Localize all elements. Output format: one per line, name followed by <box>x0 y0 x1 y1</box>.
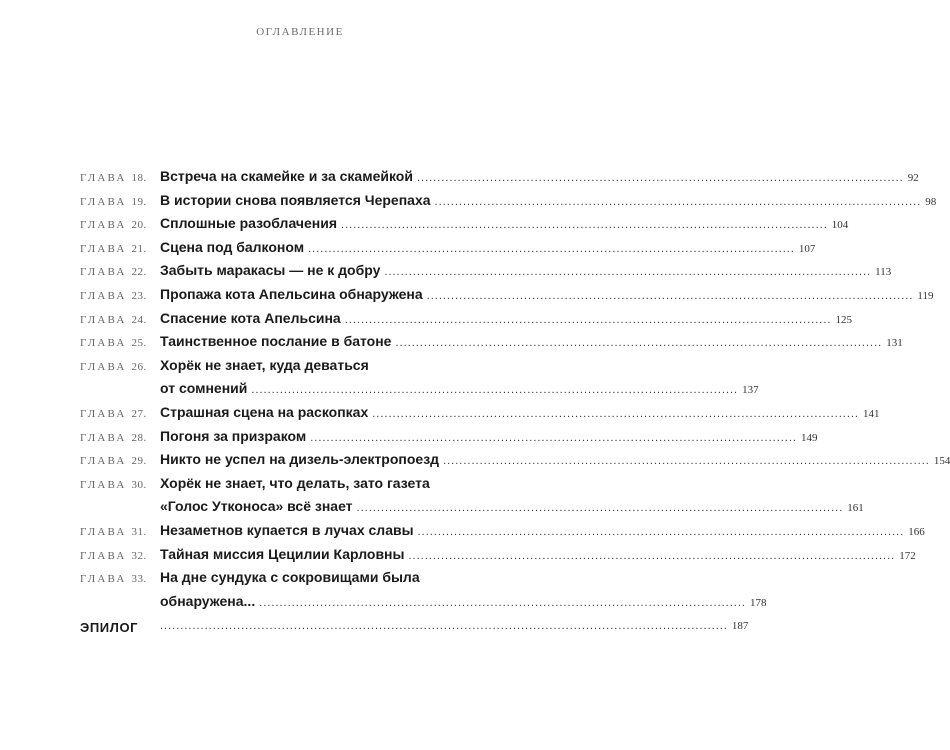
chapter-word: ГЛАВА <box>80 219 132 232</box>
chapter-title-line <box>160 168 919 188</box>
chapter-number: 21. <box>131 242 147 255</box>
chapter-title-line <box>160 191 937 212</box>
chapter-title: Незаметнов купается в лучах славы <box>160 522 414 538</box>
page-number: 154 <box>933 455 950 468</box>
dot-leader: ............................................................................................................................................ <box>160 620 728 633</box>
chapter-word: ГЛАВА <box>80 195 132 208</box>
dot-leader: ........................................................................................................................ <box>344 313 832 326</box>
chapter-title: от сомнений <box>160 380 248 397</box>
chapter-title: Сцена под балконом <box>160 238 305 255</box>
page-number: 125 <box>835 313 852 326</box>
chapter-word: ГЛАВА <box>80 172 132 184</box>
chapter-title-line <box>160 451 950 471</box>
chapter-title: Хорёк не знает, куда деваться <box>160 356 369 373</box>
chapter-number: 30. <box>131 478 147 491</box>
chapter-label <box>80 455 147 467</box>
epilogue-line <box>160 620 749 640</box>
dot-leader: ........................................................................................................................ <box>408 549 896 562</box>
page-number: 178 <box>749 596 767 609</box>
chapter-title: Спасение кота Апельсина <box>160 309 341 326</box>
chapter-title: «Голос Утконоса» всё знает <box>160 498 353 515</box>
chapter-word: ГЛАВА <box>80 242 132 255</box>
dot-leader: ........................................................................................................................ <box>308 242 795 255</box>
chapter-word: ГЛАВА <box>80 408 132 420</box>
page-number: 137 <box>742 384 759 397</box>
page-number: 161 <box>847 502 864 515</box>
chapter-title: Хорёк не знает, что делать, зато газета <box>160 474 430 491</box>
chapter-label <box>80 219 147 231</box>
dot-leader: ........................................................................................................................ <box>434 195 922 208</box>
chapter-word: ГЛАВА <box>80 290 132 302</box>
chapter-word: ГЛАВА <box>80 337 132 350</box>
chapter-title: обнаружена... <box>160 592 256 609</box>
chapter-number: 24. <box>131 313 147 326</box>
dot-leader: ........................................................................................................................ <box>417 526 905 538</box>
chapter-title-line <box>160 522 925 542</box>
dot-leader: ........................................................................................................................ <box>395 337 883 350</box>
chapter-label <box>80 361 147 373</box>
chapter-word: ГЛАВА <box>80 526 132 538</box>
chapter-number: 31. <box>131 526 147 538</box>
chapter-title: В истории снова появляется Черепаха <box>160 191 431 208</box>
chapter-number: 28. <box>131 431 147 444</box>
page-number: 131 <box>886 337 903 350</box>
epilogue-label: ЭПИЛОГ <box>80 620 139 636</box>
page-number: 119 <box>917 290 934 302</box>
chapter-title-line <box>160 404 880 424</box>
chapter-label <box>80 337 147 349</box>
chapter-label <box>80 573 147 585</box>
chapter-number: 22. <box>131 266 147 279</box>
chapter-title: Погоня за призраком <box>160 427 307 444</box>
chapter-number: 19. <box>131 195 147 208</box>
chapter-label <box>80 266 147 278</box>
page-number: 104 <box>831 219 849 232</box>
chapter-label <box>80 290 147 302</box>
chapter-title-line <box>160 333 903 353</box>
dot-leader: ........................................................................................................................ <box>443 455 930 468</box>
chapter-label <box>80 550 147 562</box>
dot-leader: ........................................................................................................................ <box>384 266 872 279</box>
page-number: 113 <box>875 266 892 279</box>
chapter-word: ГЛАВА <box>80 360 132 373</box>
page-number: 187 <box>731 620 749 633</box>
chapter-title-line <box>160 238 816 259</box>
chapter-title: На дне сундука с сокровищами была <box>160 569 420 586</box>
chapter-title: Таинственное послание в батоне <box>160 333 392 350</box>
chapter-word: ГЛАВА <box>80 549 132 562</box>
page-number: 172 <box>899 549 916 562</box>
chapter-number: 27. <box>131 408 147 420</box>
chapter-word: ГЛАВА <box>80 266 132 279</box>
chapter-word: ГЛАВА <box>80 455 132 468</box>
chapter-number: 33. <box>131 573 147 586</box>
dot-leader: ........................................................................................................................ <box>372 408 859 420</box>
chapter-title-line <box>160 592 767 613</box>
chapter-word: ГЛАВА <box>80 573 132 586</box>
chapter-title-line <box>160 545 916 566</box>
page-number: 149 <box>800 431 818 444</box>
chapter-word: ГЛАВА <box>80 431 132 444</box>
chapter-label <box>80 314 147 326</box>
chapter-title-line <box>160 380 759 400</box>
chapter-title: Сплошные разоблачения <box>160 215 338 232</box>
chapter-label <box>80 172 147 184</box>
chapter-label <box>80 432 147 444</box>
page-number: 98 <box>925 195 937 208</box>
chapter-number: 18. <box>131 172 147 184</box>
chapter-number: 23. <box>131 290 147 302</box>
page-header: ОГЛАВЛЕНИЕ <box>256 26 344 38</box>
chapter-number: 29. <box>131 455 147 468</box>
chapter-number: 20. <box>131 219 147 232</box>
dot-leader: ........................................................................................................................ <box>416 172 904 184</box>
chapter-title: Никто не успел на дизель-электропоезд <box>160 451 440 468</box>
chapter-word: ГЛАВА <box>80 313 132 326</box>
dot-leader: ........................................................................................................................ <box>356 502 844 515</box>
dot-leader: ........................................................................................................................ <box>251 384 739 397</box>
chapter-title: Страшная сцена на раскопках <box>160 404 369 420</box>
chapter-title: Забыть маракасы — не к добру <box>160 262 381 279</box>
chapter-title-line <box>160 498 864 518</box>
chapter-title: Тайная миссия Цецилии Карловны <box>160 545 405 562</box>
chapter-label <box>80 526 147 538</box>
chapter-number: 26. <box>131 360 147 373</box>
page-number: 92 <box>907 172 919 184</box>
chapter-number: 25. <box>131 337 147 350</box>
dot-leader: ........................................................................................................................ <box>259 596 746 609</box>
chapter-title: Пропажа кота Апельсина обнаружена <box>160 286 423 302</box>
chapter-title-line <box>160 427 818 448</box>
dot-leader: ........................................................................................................................ <box>341 219 828 232</box>
chapter-label <box>80 479 147 491</box>
dot-leader: ........................................................................................................................ <box>310 431 797 444</box>
chapter-label <box>80 196 147 208</box>
chapter-number: 32. <box>131 549 147 562</box>
page-number: 107 <box>798 242 816 255</box>
page-number: 166 <box>908 526 925 538</box>
dot-leader: ........................................................................................................................ <box>426 290 914 302</box>
chapter-title-line <box>160 262 892 282</box>
chapter-title: Встреча на скамейке и за скамейкой <box>160 168 413 184</box>
chapter-title-line <box>160 215 849 235</box>
chapter-title-line <box>160 286 934 306</box>
chapter-title-line <box>160 309 852 330</box>
page-number: 141 <box>863 408 880 420</box>
chapter-word: ГЛАВА <box>80 478 132 491</box>
chapter-label <box>80 243 147 255</box>
chapter-label <box>80 408 147 420</box>
